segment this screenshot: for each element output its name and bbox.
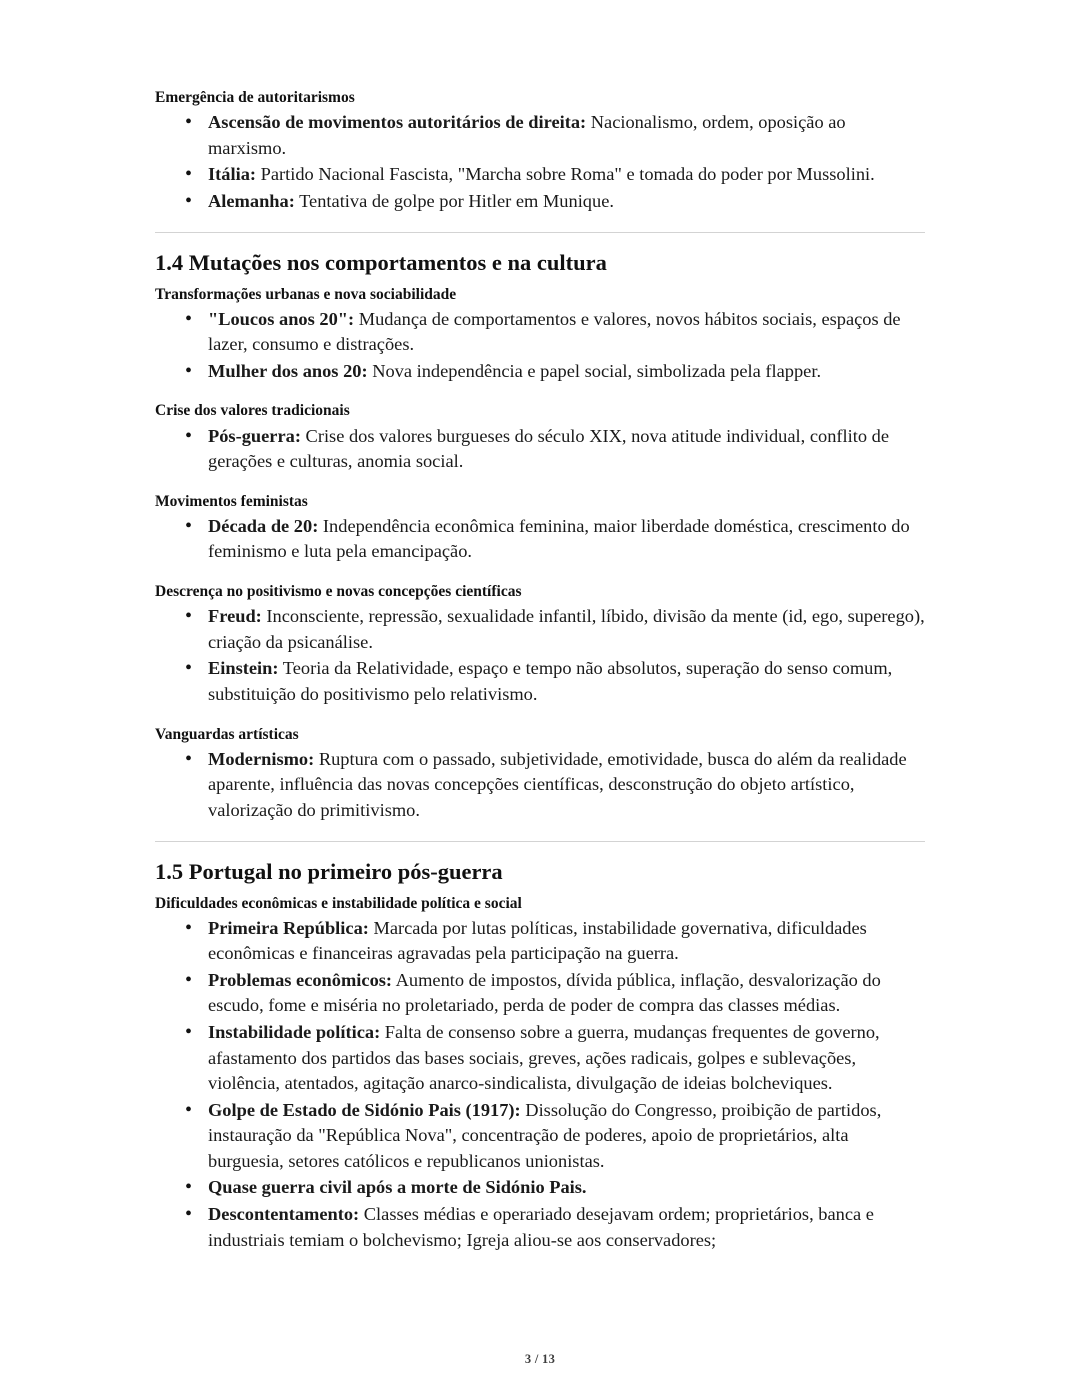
- list-item: [155, 307, 925, 358]
- list-item: [155, 656, 925, 707]
- list-item-text: Dissolução do Congresso, proibição de partidos, instauração da "República Nova", concentração de poderes, apoio de proprietários, alta burguesia, setores católicos e republicanos unionistas.: [208, 1099, 882, 1171]
- list-item-text: Teoria da Relatividade, espaço e tempo não absolutos, superação do senso comum, substituição do positivismo pelo relativismo.: [208, 658, 893, 704]
- section-divider: [155, 232, 925, 233]
- group-dificuldades-economicas: [155, 894, 925, 1254]
- group-crise-valores: [155, 401, 925, 474]
- list-item-term: Quase guerra civil após a morte de Sidónio Pais.: [208, 1177, 587, 1198]
- list-item-text: Crise dos valores burgueses do século XIX, nova atitude individual, conflito de gerações e culturas, anomia social.: [208, 425, 889, 472]
- bullet-list: [155, 110, 925, 214]
- list-item-term: Década de 20:: [208, 515, 319, 536]
- subheading: Dificuldades econômicas e instabilidade política e social: [155, 894, 522, 912]
- list-item-term: Instabilidade política:: [208, 1021, 381, 1042]
- list-item-term: Alemanha:: [208, 190, 295, 211]
- list-item-term: Problemas econômicos:: [208, 969, 393, 990]
- subheading: Crise dos valores tradicionais: [155, 402, 350, 420]
- list-item-term: Itália:: [208, 164, 257, 185]
- group-transformacoes-urbanas: [155, 285, 925, 385]
- list-item: [155, 916, 925, 967]
- list-item-text: Nova independência e papel social, simbolizada pela flapper.: [367, 360, 822, 381]
- list-item-term: Einstein:: [208, 658, 279, 679]
- list-item-term: Pós-guerra:: [208, 425, 301, 446]
- bullet-list: [155, 424, 925, 475]
- group-vanguardas-artisticas: [155, 725, 925, 824]
- list-item-term: Primeira República:: [208, 917, 369, 938]
- list-item-text: Inconsciente, repressão, sexualidade infantil, líbido, divisão da mente (id, ego, superego), criação da psicanálise.: [208, 606, 925, 652]
- section-title-1-4: 1.4 Mutações nos comportamentos e na cultura: [155, 250, 607, 276]
- subheading: Transformações urbanas e nova sociabilidade: [155, 285, 457, 303]
- list-item: [155, 189, 925, 215]
- list-item-term: Golpe de Estado de Sidónio Pais (1917):: [208, 1099, 521, 1120]
- subheading: Vanguardas artísticas: [155, 725, 299, 743]
- list-item-text: Ruptura com o passado, subjetividade, emotividade, busca do além da realidade aparente, influência das novas concepções científicas, desconstrução do objeto artístico, valorização do primitivismo.: [208, 748, 907, 820]
- list-item-term: Mulher dos anos 20:: [208, 360, 368, 381]
- list-item-text: Partido Nacional Fascista, "Marcha sobre Roma" e tomada do poder por Mussolini.: [256, 164, 875, 185]
- bullet-list: [155, 747, 925, 824]
- bullet-list: [155, 514, 925, 565]
- subheading: Descrença no positivismo e novas concepções científicas: [155, 583, 522, 601]
- group-descrenca-positivismo: [155, 582, 925, 707]
- section-block-autoritarismos: [155, 88, 925, 214]
- list-item-text: Aumento de impostos, dívida pública, inflação, desvalorização do escudo, fome e miséria no proletariado, perda de poder de compra das classes médias.: [208, 969, 881, 1016]
- list-item-text: Falta de consenso sobre a guerra, mudanças frequentes de governo, afastamento dos partidos das bases sociais, greves, ações radicais, golpes e sublevações, violência, atentados, agitação anarco-sindicalista, divulgação de ideias bolcheviques.: [208, 1021, 880, 1094]
- list-item: [155, 514, 925, 565]
- list-item: [155, 1175, 925, 1201]
- bullet-list: [155, 604, 925, 707]
- bullet-list: [155, 916, 925, 1254]
- list-item-term: Ascensão de movimentos autoritários de direita:: [208, 112, 587, 133]
- list-item: [155, 1098, 925, 1175]
- list-item-text: Nacionalismo, ordem, oposição ao marxismo.: [208, 112, 846, 158]
- list-item: [155, 968, 925, 1019]
- list-item: [155, 359, 925, 385]
- list-item-term: Descontentamento:: [208, 1204, 360, 1224]
- section-title-1-5: 1.5 Portugal no primeiro pós-guerra: [155, 859, 503, 885]
- list-item-text: Mudança de comportamentos e valores, novos hábitos sociais, espaços de lazer, consumo e distrações.: [208, 308, 901, 355]
- list-item: [155, 110, 925, 161]
- subheading: Emergência de autoritarismos: [155, 89, 355, 106]
- section-divider: [155, 841, 925, 842]
- bullet-list: [155, 307, 925, 385]
- list-item-text: Classes médias e operariado desejavam ordem; proprietários, banca e industriais temiam o bolchevismo; Igreja aliou-se aos conservadores;: [208, 1204, 874, 1250]
- list-item-text: Tentativa de golpe por Hitler em Munique.: [294, 190, 614, 211]
- list-item-text: Independência econômica feminina, maior liberdade doméstica, crescimento do feminismo e luta pela emancipação.: [208, 515, 910, 562]
- list-item: [155, 424, 925, 475]
- list-item-text: Marcada por lutas políticas, instabilidade governativa, dificuldades econômicas e financeiras agravadas pela participação na guerra.: [208, 917, 867, 964]
- list-item-term: Freud:: [208, 606, 262, 627]
- list-item: [155, 747, 925, 824]
- list-item: [155, 1202, 925, 1253]
- page-number: 3 / 13: [524, 1352, 556, 1366]
- list-item: [155, 1020, 925, 1097]
- subheading: Movimentos feministas: [155, 492, 308, 510]
- group-movimentos-feministas: [155, 492, 925, 565]
- list-item-term: Modernismo:: [208, 748, 315, 769]
- list-item: [155, 162, 925, 188]
- list-item: [155, 604, 925, 655]
- list-item-term: "Loucos anos 20":: [208, 308, 355, 329]
